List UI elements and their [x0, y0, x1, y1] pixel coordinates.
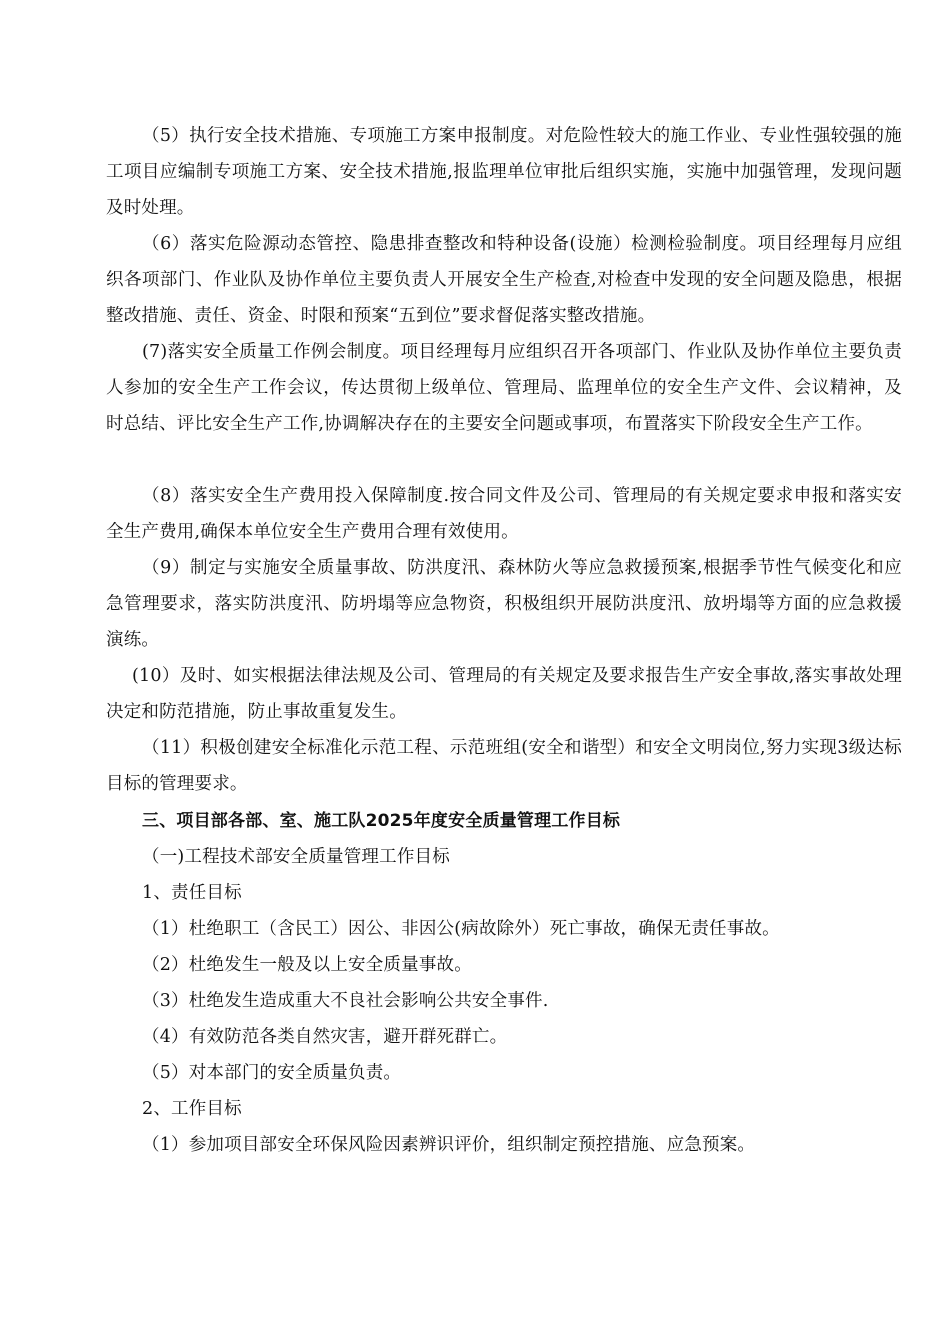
goal-item-1: （1）杜绝职工（含民工）因公、非因公(病故除外）死亡事故，确保无责任事故。	[142, 919, 780, 939]
paragraph-item-5: （5）执行安全技术措施、专项施工方案申报制度。对危险性较大的施工作业、专业性强较强的施工项目应编制专项施工方案、安全技术措施,报监理单位审批后组织实施，实施中加强管理，发现问题及时处理。	[106, 126, 902, 218]
paragraph-item-10: (10）及时、如实根据法律法规及公司、管理局的有关规定及要求报告生产安全事故,落实事故处理决定和防范措施，防止事故重复发生。	[106, 666, 902, 722]
goal-item-3: （3）杜绝发生造成重大不良社会影响公共安全事件.	[142, 991, 549, 1011]
paragraph-item-11: （11）积极创建安全标准化示范工程、示范班组(安全和谐型）和安全文明岗位,努力实现3级达标目标的管理要求。	[106, 738, 902, 794]
paragraph-item-7: (7)落实安全质量工作例会制度。项目经理每月应组织召开各项部门、作业队及协作单位主要负责人参加的安全生产工作会议，传达贯彻上级单位、管理局、监理单位的安全生产文件、会议精神，及时总结、评比安全生产工作,协调解决存在的主要安全问题或事项，布置落实下阶段安全生产工作。	[106, 342, 902, 434]
paragraph-item-8: （8）落实安全生产费用投入保障制度.按合同文件及公司、管理局的有关规定要求申报和落实安全生产费用,确保本单位安全生产费用合理有效使用。	[106, 486, 902, 542]
work-goals-title: 2、工作目标	[142, 1099, 242, 1119]
goal-item-5: （5）对本部门的安全质量负责。	[142, 1063, 402, 1083]
paragraph-item-6: （6）落实危险源动态管控、隐患排查整改和特种设备(设施）检测检验制度。项目经理每月应组织各项部门、作业队及协作单位主要负责人开展安全生产检查,对检查中发现的安全问题及隐患，根据整改措施、责任、资金、时限和预案“五到位”要求督促落实整改措施。	[106, 234, 902, 326]
work-goal-item-1: （1）参加项目部安全环保风险因素辨识评价，组织制定预控措施、应急预案。	[142, 1135, 756, 1155]
goal-item-4: （4）有效防范各类自然灾害，避开群死群亡。	[142, 1027, 508, 1047]
goal-item-2: （2）杜绝发生一般及以上安全质量事故。	[142, 955, 472, 975]
paragraph-item-9: （9）制定与实施安全质量事故、防洪度汛、森林防火等应急救援预案,根据季节性气候变化和应急管理要求，落实防洪度汛、防坍塌等应急物资，积极组织开展防洪度汛、放坍塌等方面的应急救援演练。	[106, 558, 902, 650]
subsection-title: （一)工程技术部安全质量管理工作目标	[142, 847, 450, 867]
section-heading: 三、项目部各部、室、施工队2025年度安全质量管理工作目标	[142, 811, 621, 831]
responsibility-goals-title: 1、责任目标	[142, 883, 242, 903]
